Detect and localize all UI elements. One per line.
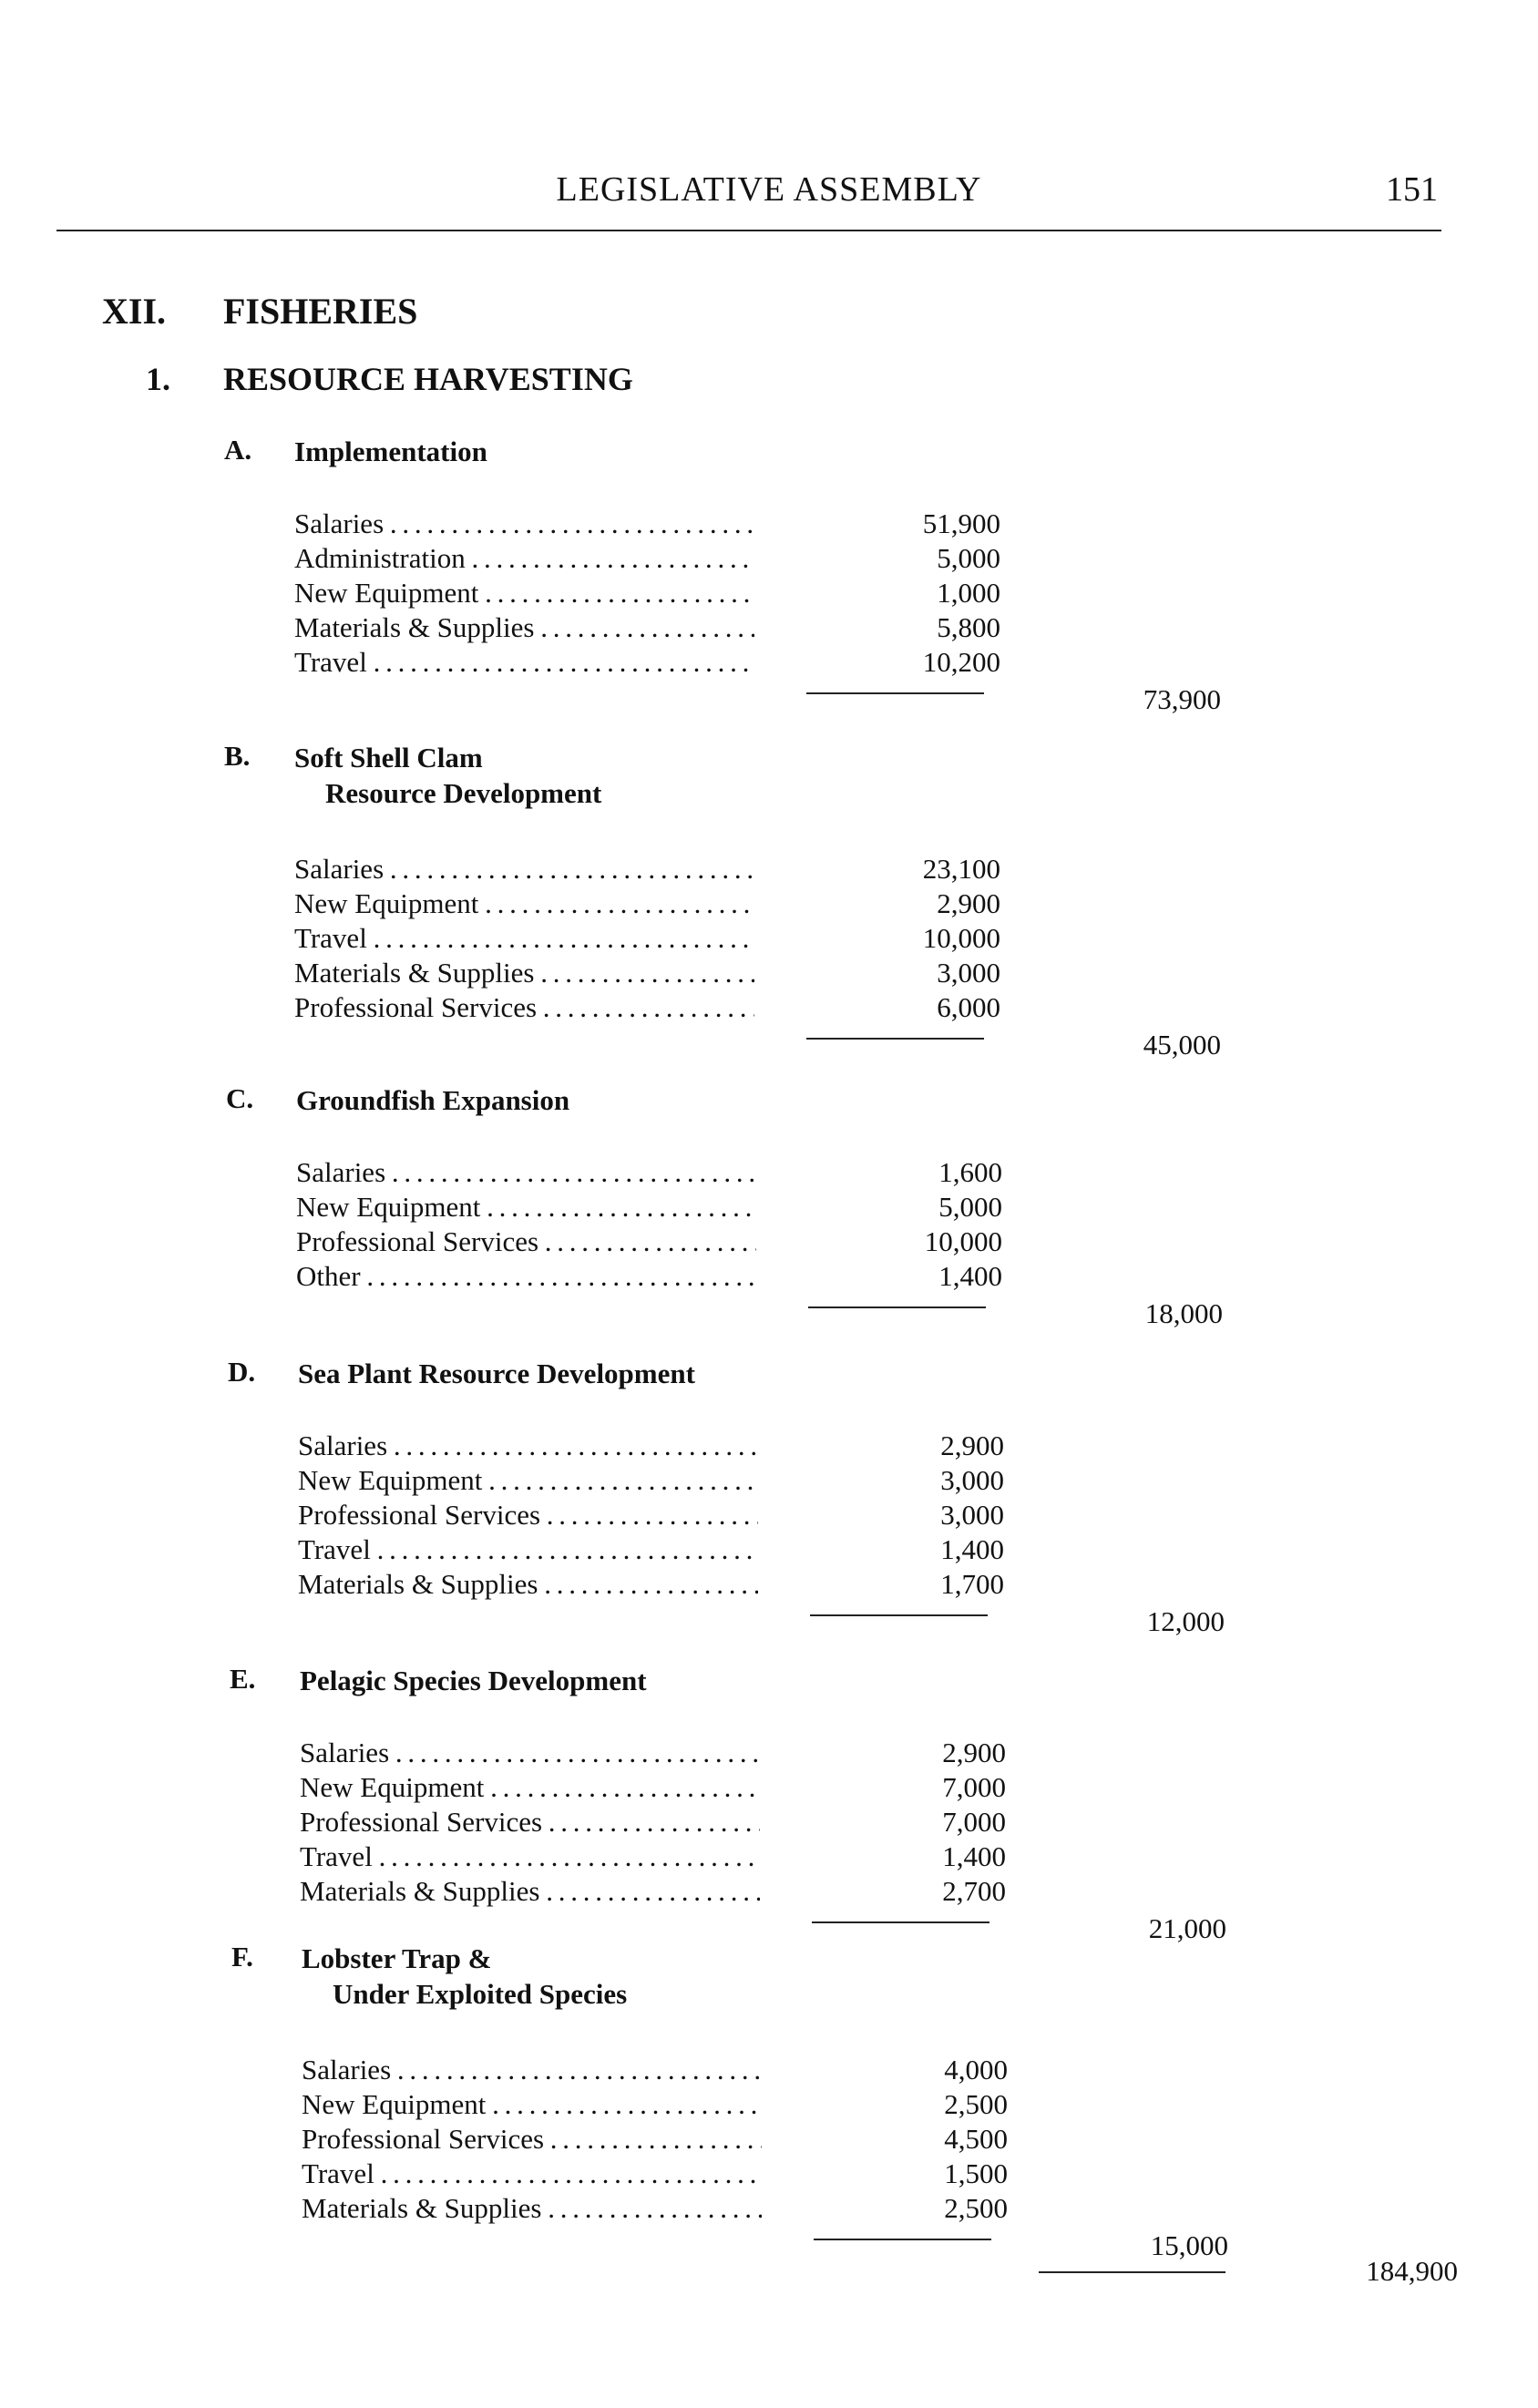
page-number: 151 [1386, 170, 1438, 209]
line-item-label [296, 1190, 756, 1224]
line-item-label-text: Travel [294, 646, 367, 678]
line-item-label-text: Materials & Supplies [300, 1875, 540, 1907]
header-divider [56, 230, 1441, 231]
line-item-label-text: New Equipment [300, 1771, 485, 1803]
group-title [298, 1356, 695, 1391]
line-item-amount-value: 5,800 [937, 611, 1000, 643]
line-item-label-text: Travel [302, 2157, 374, 2189]
line-item-label [302, 2122, 762, 2157]
line-item-label-text: New Equipment [302, 2088, 487, 2120]
line-item [302, 2157, 1231, 2191]
line-item-label [294, 507, 754, 541]
grand-total-rule [1039, 2271, 1225, 2273]
line-item-label-text: New Equipment [294, 577, 479, 609]
line-item [296, 1155, 1225, 1190]
line-item-amount-value: 1,700 [940, 1568, 1004, 1600]
group-title-line1: Groundfish Expansion [296, 1084, 570, 1116]
line-item-label [294, 610, 754, 645]
line-item [300, 1770, 1229, 1805]
subsection-number: 1. [146, 361, 170, 397]
line-item-amount-value: 1,400 [940, 1533, 1004, 1565]
subtotal-rule [806, 692, 984, 694]
line-item-label-text: Professional Services [302, 2123, 545, 2155]
line-item-label-text: Travel [300, 1840, 373, 1872]
subtotal-rule [806, 1038, 984, 1040]
group-title-line2: Under Exploited Species [333, 1978, 628, 2010]
line-item-label [300, 1839, 760, 1874]
subtotal-rule [814, 2239, 991, 2240]
line-item-label-text: New Equipment [296, 1191, 481, 1223]
group-title-line1: Pelagic Species Development [300, 1665, 647, 1696]
line-item-label [294, 956, 754, 990]
line-item-label [296, 1259, 756, 1294]
line-item-label-text: Professional Services [294, 991, 538, 1023]
line-item-amount-value: 1,400 [938, 1260, 1002, 1292]
group-title [300, 1663, 647, 1698]
group-title [302, 1941, 627, 2012]
line-item-label [298, 1532, 758, 1567]
group-letter: A. [224, 434, 252, 466]
line-item-amount-value: 3,000 [937, 957, 1000, 989]
group-title-line1: Sea Plant Resource Development [298, 1358, 695, 1389]
line-item-label [298, 1429, 758, 1463]
line-item-amount-value: 1,600 [938, 1156, 1002, 1188]
group-subtotal: 12,000 [1146, 1605, 1225, 1637]
group-letter: B. [224, 740, 251, 772]
line-item-label [302, 2191, 762, 2226]
line-item-amount-value: 2,900 [940, 1429, 1004, 1461]
line-item-label-text: New Equipment [298, 1464, 483, 1496]
subsection-title: RESOURCE HARVESTING [223, 361, 633, 397]
line-item-label [294, 576, 754, 610]
line-item-label [294, 886, 754, 921]
group-title-line1: Lobster Trap & [302, 1942, 492, 1974]
line-item-label-text: Salaries [300, 1737, 390, 1768]
line-item-amount-value: 5,000 [938, 1191, 1002, 1223]
line-item [302, 2053, 1231, 2087]
line-item [296, 1190, 1225, 1224]
line-item [298, 1498, 1227, 1532]
line-item [298, 1463, 1227, 1498]
line-item-label-text: Salaries [294, 853, 384, 885]
line-item-label [298, 1498, 758, 1532]
line-item [298, 1532, 1227, 1567]
group-title [294, 434, 487, 469]
line-item-label-text: Professional Services [300, 1806, 543, 1838]
line-item-amount-value: 2,900 [937, 887, 1000, 919]
line-item-amount-value: 1,500 [944, 2157, 1008, 2189]
line-item-amount-value: 6,000 [937, 991, 1000, 1023]
line-item-label [302, 2053, 762, 2087]
line-item-label [300, 1736, 760, 1770]
line-item [294, 886, 1224, 921]
group-subtotal: 73,900 [1143, 683, 1221, 715]
line-item-amount-value: 4,500 [944, 2123, 1008, 2155]
page-header-title: LEGISLATIVE ASSEMBLY [556, 170, 982, 209]
line-item-amount-value: 1,000 [937, 577, 1000, 609]
line-item-label [294, 921, 754, 956]
line-item [302, 2191, 1231, 2226]
group-letter: C. [226, 1082, 254, 1114]
line-item-amount-value: 51,900 [922, 507, 1000, 539]
line-item-label-text: Materials & Supplies [302, 2192, 542, 2224]
group-letter: E. [230, 1663, 256, 1695]
line-item-amount-value: 7,000 [942, 1806, 1006, 1838]
group-letter: F. [231, 1941, 253, 1973]
line-item-label [298, 1567, 758, 1602]
line-item-label [296, 1155, 756, 1190]
group-subtotal: 45,000 [1143, 1029, 1221, 1061]
section-number: XII. [102, 291, 167, 332]
group-subtotal: 18,000 [1144, 1297, 1223, 1329]
line-item-label [294, 645, 754, 680]
line-item [294, 921, 1224, 956]
group-title-line2: Resource Development [325, 777, 602, 809]
line-item-label-text: Travel [298, 1533, 371, 1565]
group-title [294, 740, 601, 811]
line-item-label [302, 2087, 762, 2122]
line-item-label [294, 852, 754, 886]
group-title [296, 1082, 569, 1118]
line-item-label [302, 2157, 762, 2191]
line-item-label-text: Salaries [296, 1156, 386, 1188]
line-item-amount-value: 7,000 [942, 1771, 1006, 1803]
line-item-label [300, 1874, 760, 1909]
line-item [294, 507, 1224, 541]
line-item [294, 610, 1224, 645]
line-item-label-text: Salaries [302, 2054, 392, 2085]
line-item-label-text: New Equipment [294, 887, 479, 919]
group-letter: D. [228, 1356, 256, 1388]
group-subtotal: 21,000 [1148, 1912, 1226, 1944]
line-item [294, 541, 1224, 576]
group-title-line1: Implementation [294, 435, 487, 467]
line-item-label-text: Salaries [294, 507, 384, 539]
line-item [296, 1224, 1225, 1259]
line-item [298, 1429, 1227, 1463]
line-item [300, 1839, 1229, 1874]
line-item [296, 1259, 1225, 1294]
line-item-label [300, 1805, 760, 1839]
group-subtotal: 15,000 [1150, 2229, 1228, 2261]
line-item-label-text: Materials & Supplies [294, 957, 535, 989]
line-item-label-text: Other [296, 1260, 361, 1292]
group-title-line1: Soft Shell Clam [294, 742, 483, 774]
line-item [302, 2122, 1231, 2157]
line-item-amount-value: 3,000 [940, 1499, 1004, 1531]
line-item [298, 1567, 1227, 1602]
line-item-amount-value: 4,000 [944, 2054, 1008, 2085]
line-item-label-text: Administration [294, 542, 466, 574]
line-item [294, 956, 1224, 990]
line-item [302, 2087, 1231, 2122]
line-item-amount-value: 10,000 [924, 1225, 1002, 1257]
subtotal-rule [808, 1306, 986, 1308]
line-item-label [294, 990, 754, 1025]
line-item-label-text: Professional Services [296, 1225, 539, 1257]
line-item-amount-value: 10,200 [922, 646, 1000, 678]
grand-total: 184,900 [1366, 2255, 1458, 2287]
line-item-amount-value: 23,100 [922, 853, 1000, 885]
line-item-label-text: Salaries [298, 1429, 388, 1461]
section-title: FISHERIES [223, 291, 418, 332]
line-item-amount-value: 2,900 [942, 1737, 1006, 1768]
line-item [294, 645, 1224, 680]
line-item [300, 1736, 1229, 1770]
line-item-amount-value: 10,000 [922, 922, 1000, 954]
line-item [300, 1874, 1229, 1909]
line-item-amount-value: 3,000 [940, 1464, 1004, 1496]
line-item-amount-value: 2,700 [942, 1875, 1006, 1907]
line-item [300, 1805, 1229, 1839]
line-item-label-text: Travel [294, 922, 367, 954]
line-item-amount-value: 2,500 [944, 2088, 1008, 2120]
line-item-label [298, 1463, 758, 1498]
line-item-label-text: Materials & Supplies [294, 611, 535, 643]
line-item-amount-value: 2,500 [944, 2192, 1008, 2224]
line-item-label [300, 1770, 760, 1805]
line-item-label [296, 1224, 756, 1259]
subtotal-rule [810, 1614, 988, 1616]
line-item-amount-value: 5,000 [937, 542, 1000, 574]
line-item [294, 576, 1224, 610]
line-item [294, 852, 1224, 886]
line-item-label-text: Professional Services [298, 1499, 541, 1531]
subtotal-rule [812, 1921, 989, 1923]
line-item-label [294, 541, 754, 576]
line-item-amount-value: 1,400 [942, 1840, 1006, 1872]
line-item-label-text: Materials & Supplies [298, 1568, 538, 1600]
line-item [294, 990, 1224, 1025]
